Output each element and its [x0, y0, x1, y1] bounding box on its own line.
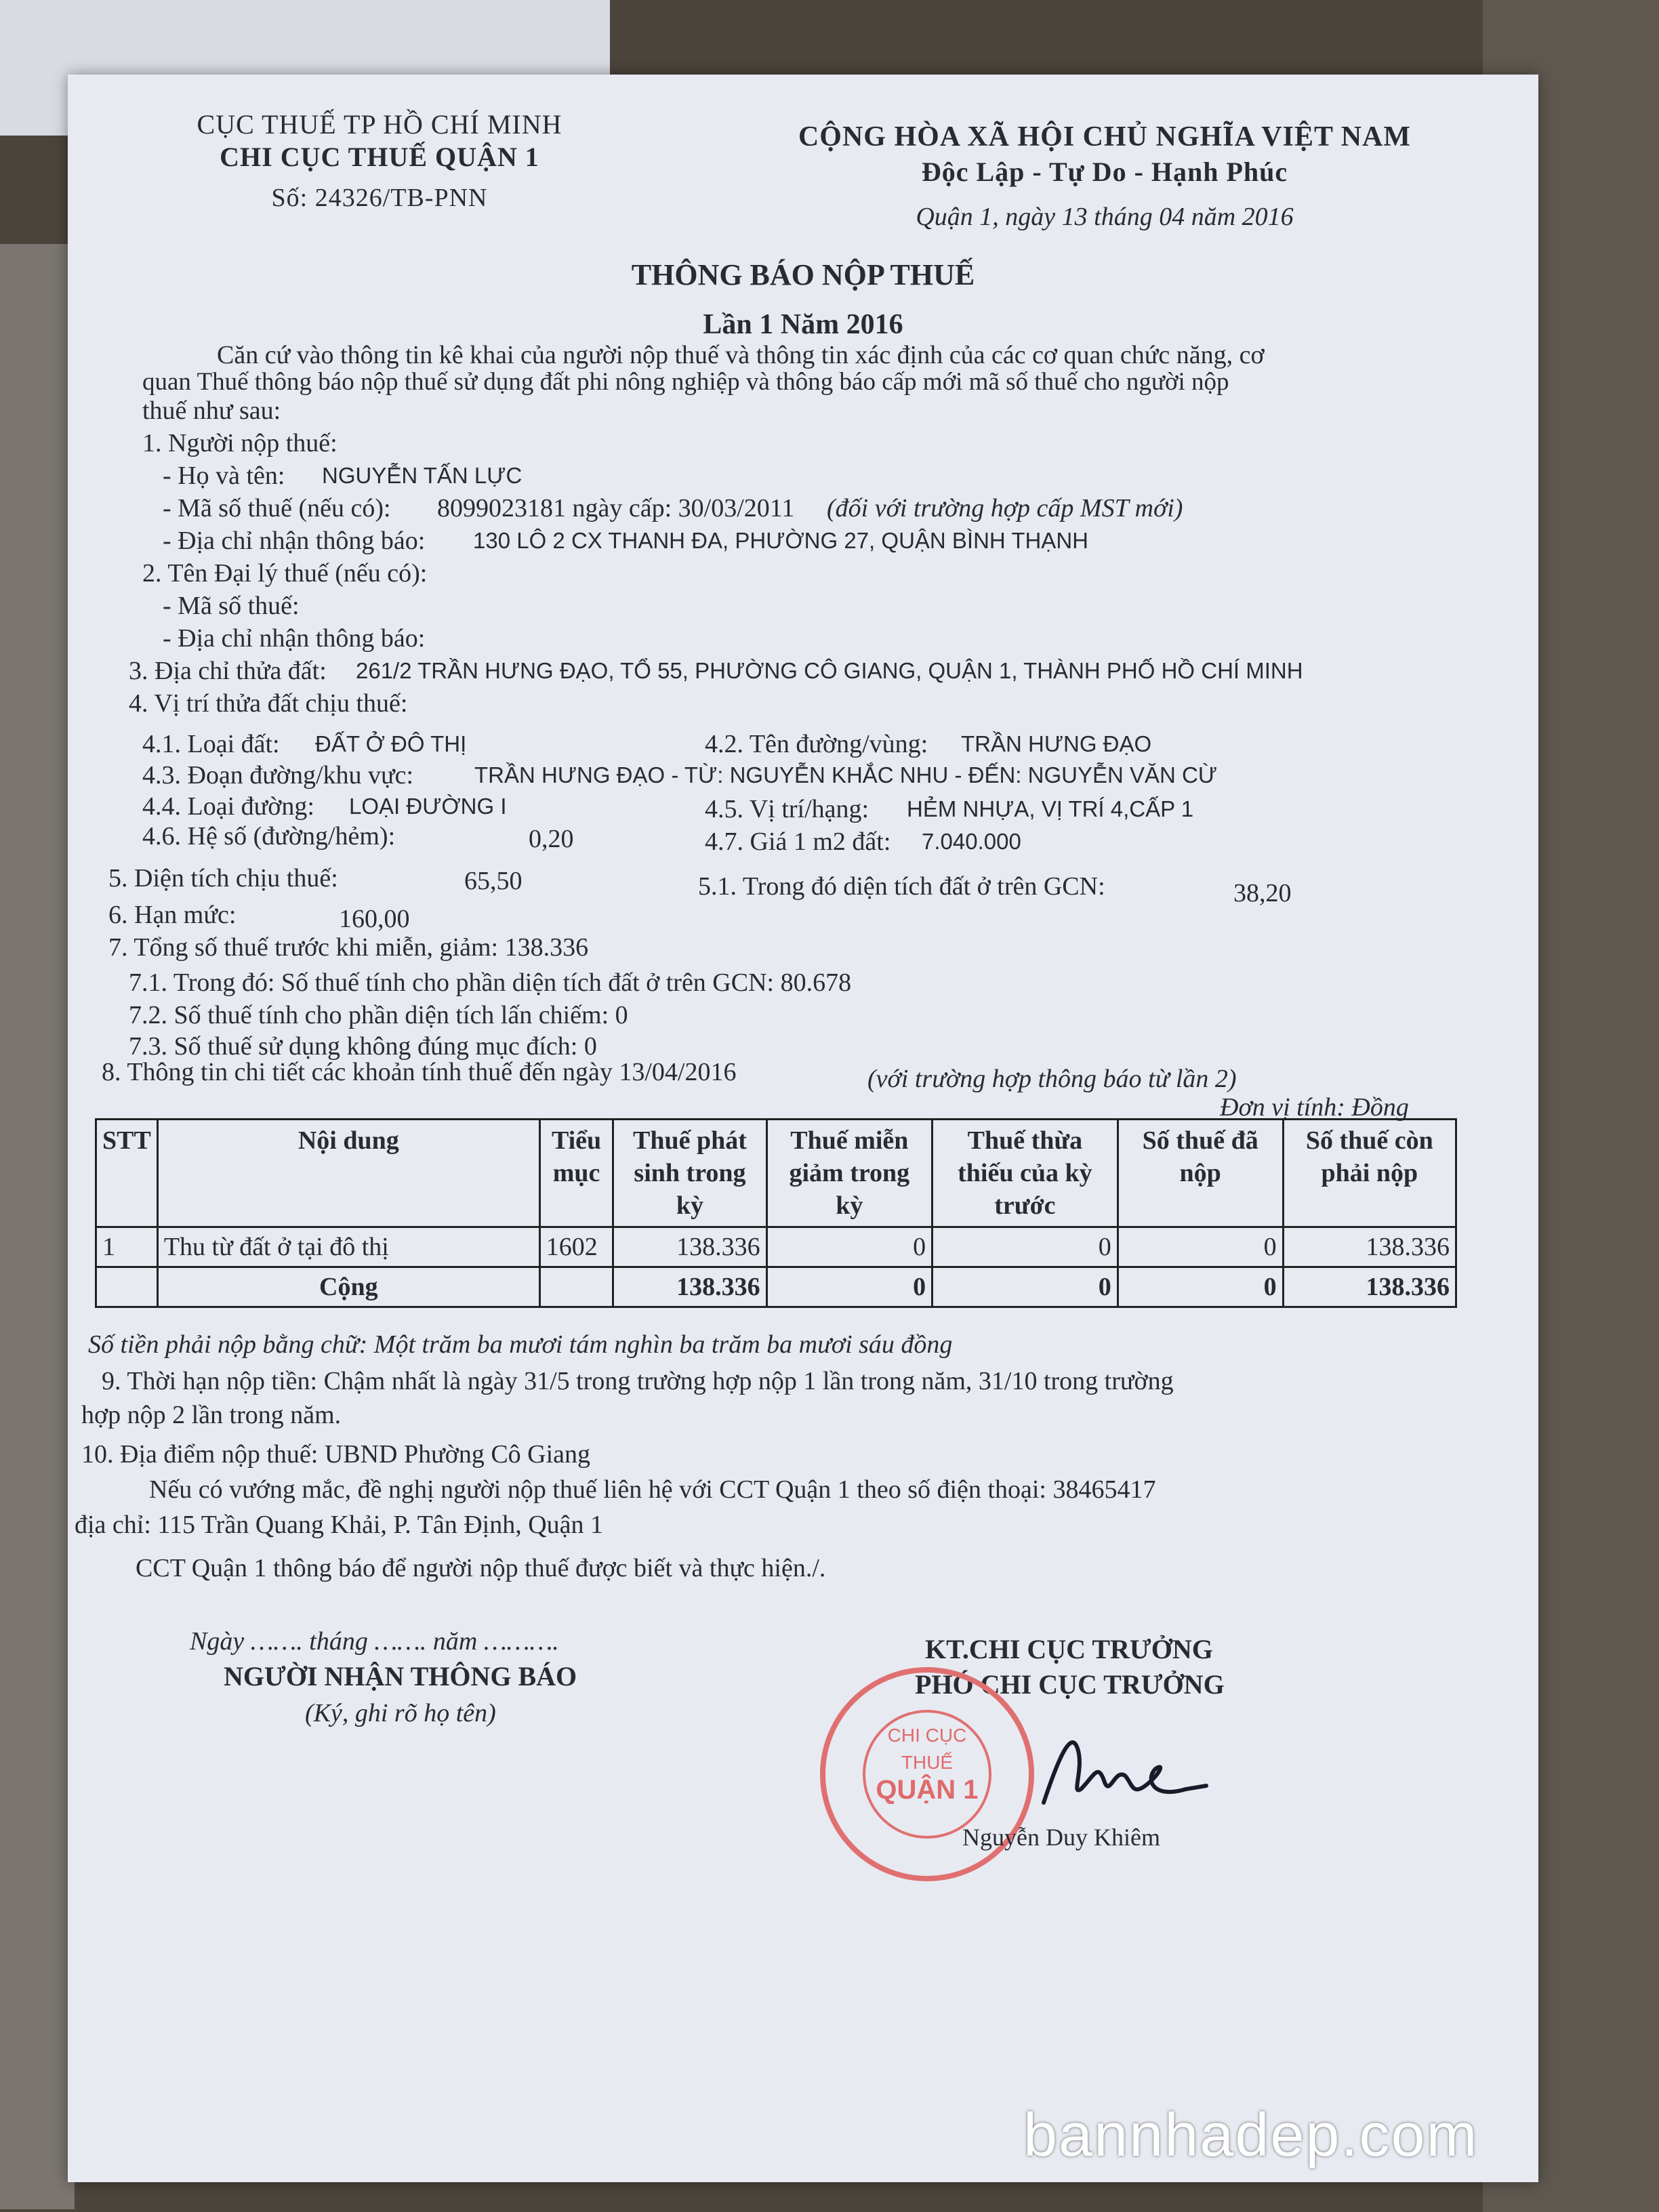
- s4-4-label: 4.4. Loại đường:: [142, 792, 314, 821]
- s4-5-label: 4.5. Vị trí/hạng:: [705, 795, 869, 823]
- table-cell: Thu từ đất ở tại đô thị: [157, 1227, 539, 1267]
- s4-3-label: 4.3. Đoạn đường/khu vực:: [142, 761, 414, 790]
- s4-3-value: TRẦN HƯNG ĐẠO - TỪ: NGUYỄN KHẮC NHU - ĐẾN: NGUYỄN VĂN CỪ: [474, 762, 1218, 787]
- table-header-cell: Số thuế còn phải nộp: [1283, 1120, 1456, 1227]
- header-left-department: CHI CỤC THUẾ QUẬN 1: [220, 142, 539, 172]
- tax-notice-document: [68, 75, 1538, 2182]
- document-number: Số: 24326/TB-PNN: [271, 184, 488, 212]
- s4-4-value: LOẠI ĐƯỜNG I: [349, 794, 507, 819]
- table-header-cell: Tiểu mục: [539, 1120, 613, 1227]
- table-header-cell: Thuế thừa thiếu của kỳ trước: [933, 1120, 1118, 1227]
- s8-note: (với trường hợp thông báo từ lần 2): [867, 1065, 1237, 1093]
- s8-unit: Đơn vị tính: Đồng: [1220, 1093, 1409, 1122]
- table-header-cell: Thuế phát sinh trong kỳ: [613, 1120, 766, 1227]
- signer-name: Nguyễn Duy Khiêm: [962, 1824, 1160, 1851]
- intro-line-2: quan Thuế thông báo nộp thuế sử dụng đất phi nông nghiệp và thông báo cấp mới mã số thuế cho người nộp: [142, 368, 1229, 396]
- s1-heading: 1. Người nộp thuế:: [142, 429, 337, 457]
- s4-2-value: TRẦN HƯNG ĐẠO: [961, 731, 1152, 756]
- s10-contact-2: địa chỉ: 115 Trần Quang Khải, P. Tân Định, Quận 1: [75, 1511, 604, 1539]
- s1-mst-value: 8099023181 ngày cấp: 30/03/2011: [437, 494, 795, 523]
- s8-line: 8. Thông tin chi tiết các khoản tính thuế đến ngày 13/04/2016: [102, 1058, 737, 1086]
- table-cell: 1602: [539, 1227, 613, 1267]
- s1-address-label: - Địa chỉ nhận thông báo:: [163, 527, 426, 555]
- table-header-cell: Nội dung: [157, 1120, 539, 1227]
- header-right-motto: Độc Lập - Tự Do - Hạnh Phúc: [921, 157, 1288, 187]
- s10-closing: CCT Quận 1 thông báo để người nộp thuế được biết và thực hiện./.: [136, 1554, 826, 1582]
- s4-1-value: ĐẤT Ở ĐÔ THỊ: [315, 731, 467, 756]
- table-cell: 0: [766, 1227, 932, 1267]
- table-cell: 138.336: [613, 1227, 766, 1267]
- table-header-cell: STT: [96, 1120, 158, 1227]
- s2-mst: - Mã số thuế:: [163, 592, 300, 620]
- s3-value: 261/2 TRẦN HƯNG ĐẠO, TỔ 55, PHƯỜNG CÔ GIANG, QUẬN 1, THÀNH PHỐ HỒ CHÍ MINH: [356, 658, 1303, 683]
- signature-icon: [1030, 1721, 1220, 1823]
- s4-1-label: 4.1. Loại đất:: [142, 730, 280, 758]
- document-subtitle: Lần 1 Năm 2016: [703, 309, 903, 340]
- header-date: Quận 1, ngày 13 tháng 04 năm 2016: [916, 203, 1294, 231]
- table-cell: Cộng: [157, 1267, 539, 1307]
- s7-2-line: 7.2. Số thuế tính cho phần diện tích lấn chiếm: 0: [129, 1001, 628, 1029]
- s5-1-value: 38,20: [1233, 879, 1292, 907]
- s6-value: 160,00: [339, 905, 410, 933]
- s10-line: 10. Địa điểm nộp thuế: UBND Phường Cô Giang: [81, 1440, 591, 1469]
- receiver-note: (Ký, ghi rõ họ tên): [305, 1699, 496, 1727]
- table-cell: [96, 1267, 158, 1307]
- receiver-date: Ngày ……. tháng ……. năm ……….: [190, 1627, 559, 1656]
- amount-in-words: Số tiền phải nộp bằng chữ: Một trăm ba mươi tám nghìn ba trăm ba mươi sáu đồng: [88, 1330, 953, 1359]
- s2-heading: 2. Tên Đại lý thuế (nếu có):: [142, 559, 428, 588]
- table-cell: 0: [1118, 1267, 1283, 1307]
- s4-7-label: 4.7. Giá 1 m2 đất:: [705, 827, 891, 856]
- table-total-row: [96, 1267, 1456, 1307]
- signer-title-2: PHÓ CHI CỤC TRƯỞNG: [915, 1669, 1225, 1700]
- background-left: [0, 244, 75, 2209]
- s6-label: 6. Hạn mức:: [108, 901, 237, 929]
- table-cell: 1: [96, 1227, 158, 1267]
- header-left-agency: CỤC THUẾ TP HỒ CHÍ MINH: [197, 109, 562, 140]
- s3-label: 3. Địa chỉ thửa đất:: [129, 657, 327, 685]
- s7-3-line: 7.3. Số thuế sử dụng không đúng mục đích: 0: [129, 1032, 597, 1061]
- table-header-row: [96, 1120, 1456, 1227]
- s5-label: 5. Diện tích chịu thuế:: [108, 864, 338, 893]
- table-cell: 0: [933, 1227, 1118, 1267]
- document-title: THÔNG BÁO NỘP THUẾ: [631, 258, 975, 291]
- receiver-title: NGƯỜI NHẬN THÔNG BÁO: [224, 1661, 577, 1692]
- intro-line-1: Căn cứ vào thông tin kê khai của người nộp thuế và thông tin xác định của các cơ quan chức năng, cơ: [217, 341, 1265, 369]
- s4-6-label: 4.6. Hệ số (đường/hẻm):: [142, 822, 396, 851]
- s1-name-label: - Họ và tên:: [163, 462, 285, 490]
- s4-7-value: 7.040.000: [922, 829, 1021, 854]
- table-cell: 138.336: [1283, 1267, 1456, 1307]
- s5-value: 65,50: [464, 867, 523, 895]
- table-cell: 0: [933, 1267, 1118, 1307]
- s2-address: - Địa chỉ nhận thông báo:: [163, 624, 426, 653]
- s4-6-value: 0,20: [529, 825, 574, 853]
- table-cell: 0: [1118, 1227, 1283, 1267]
- s1-name-value: NGUYỄN TẤN LỰC: [322, 463, 523, 488]
- s1-address-value: 130 LÔ 2 CX THANH ĐA, PHƯỜNG 27, QUẬN BÌNH THẠNH: [473, 528, 1088, 553]
- table-header-cell: Thuế miễn giảm trong kỳ: [766, 1120, 932, 1227]
- header-right-country: CỘNG HÒA XÃ HỘI CHỦ NGHĨA VIỆT NAM: [798, 121, 1412, 152]
- stamp-line-2: THUẾ: [901, 1752, 954, 1773]
- table-header-cell: Số thuế đã nộp: [1118, 1120, 1283, 1227]
- s7-1-line: 7.1. Trong đó: Số thuế tính cho phần diện tích đất ở trên GCN: 80.678: [129, 968, 852, 997]
- table-cell: [539, 1267, 613, 1307]
- tax-detail-table: [95, 1118, 1457, 1308]
- s5-1-label: 5.1. Trong đó diện tích đất ở trên GCN:: [698, 872, 1105, 901]
- stamp-line-3: QUẬN 1: [876, 1775, 979, 1805]
- s4-heading: 4. Vị trí thửa đất chịu thuế:: [129, 689, 408, 718]
- table-cell: 0: [766, 1267, 932, 1307]
- table-cell: 138.336: [1283, 1227, 1456, 1267]
- signer-title-1: KT.CHI CỤC TRƯỞNG: [925, 1634, 1213, 1664]
- s7-total-line: 7. Tổng số thuế trước khi miễn, giảm: 138.336: [108, 933, 589, 962]
- s4-5-value: HẺM NHỰA, VỊ TRÍ 4,CẤP 1: [907, 796, 1194, 821]
- s1-mst-note: (đối với trường hợp cấp MST mới): [827, 494, 1183, 523]
- s1-mst-label: - Mã số thuế (nếu có):: [163, 494, 391, 523]
- table-row: [96, 1227, 1456, 1267]
- watermark-logo: bannhadep.com: [1023, 2102, 1479, 2169]
- s4-2-label: 4.2. Tên đường/vùng:: [705, 730, 928, 758]
- intro-line-3: thuế như sau:: [142, 396, 281, 425]
- table-cell: 138.336: [613, 1267, 766, 1307]
- s9-line-1: 9. Thời hạn nộp tiền: Chậm nhất là ngày 31/5 trong trường hợp nộp 1 lần trong năm, 31/10 trong trường: [102, 1367, 1174, 1395]
- stamp-line-1: CHI CỤC: [887, 1725, 967, 1746]
- s10-contact-1: Nếu có vướng mắc, đề nghị người nộp thuế liên hệ với CCT Quận 1 theo số điện thoại: 38465417: [149, 1475, 1156, 1504]
- s9-line-2: hợp nộp 2 lần trong năm.: [81, 1401, 342, 1429]
